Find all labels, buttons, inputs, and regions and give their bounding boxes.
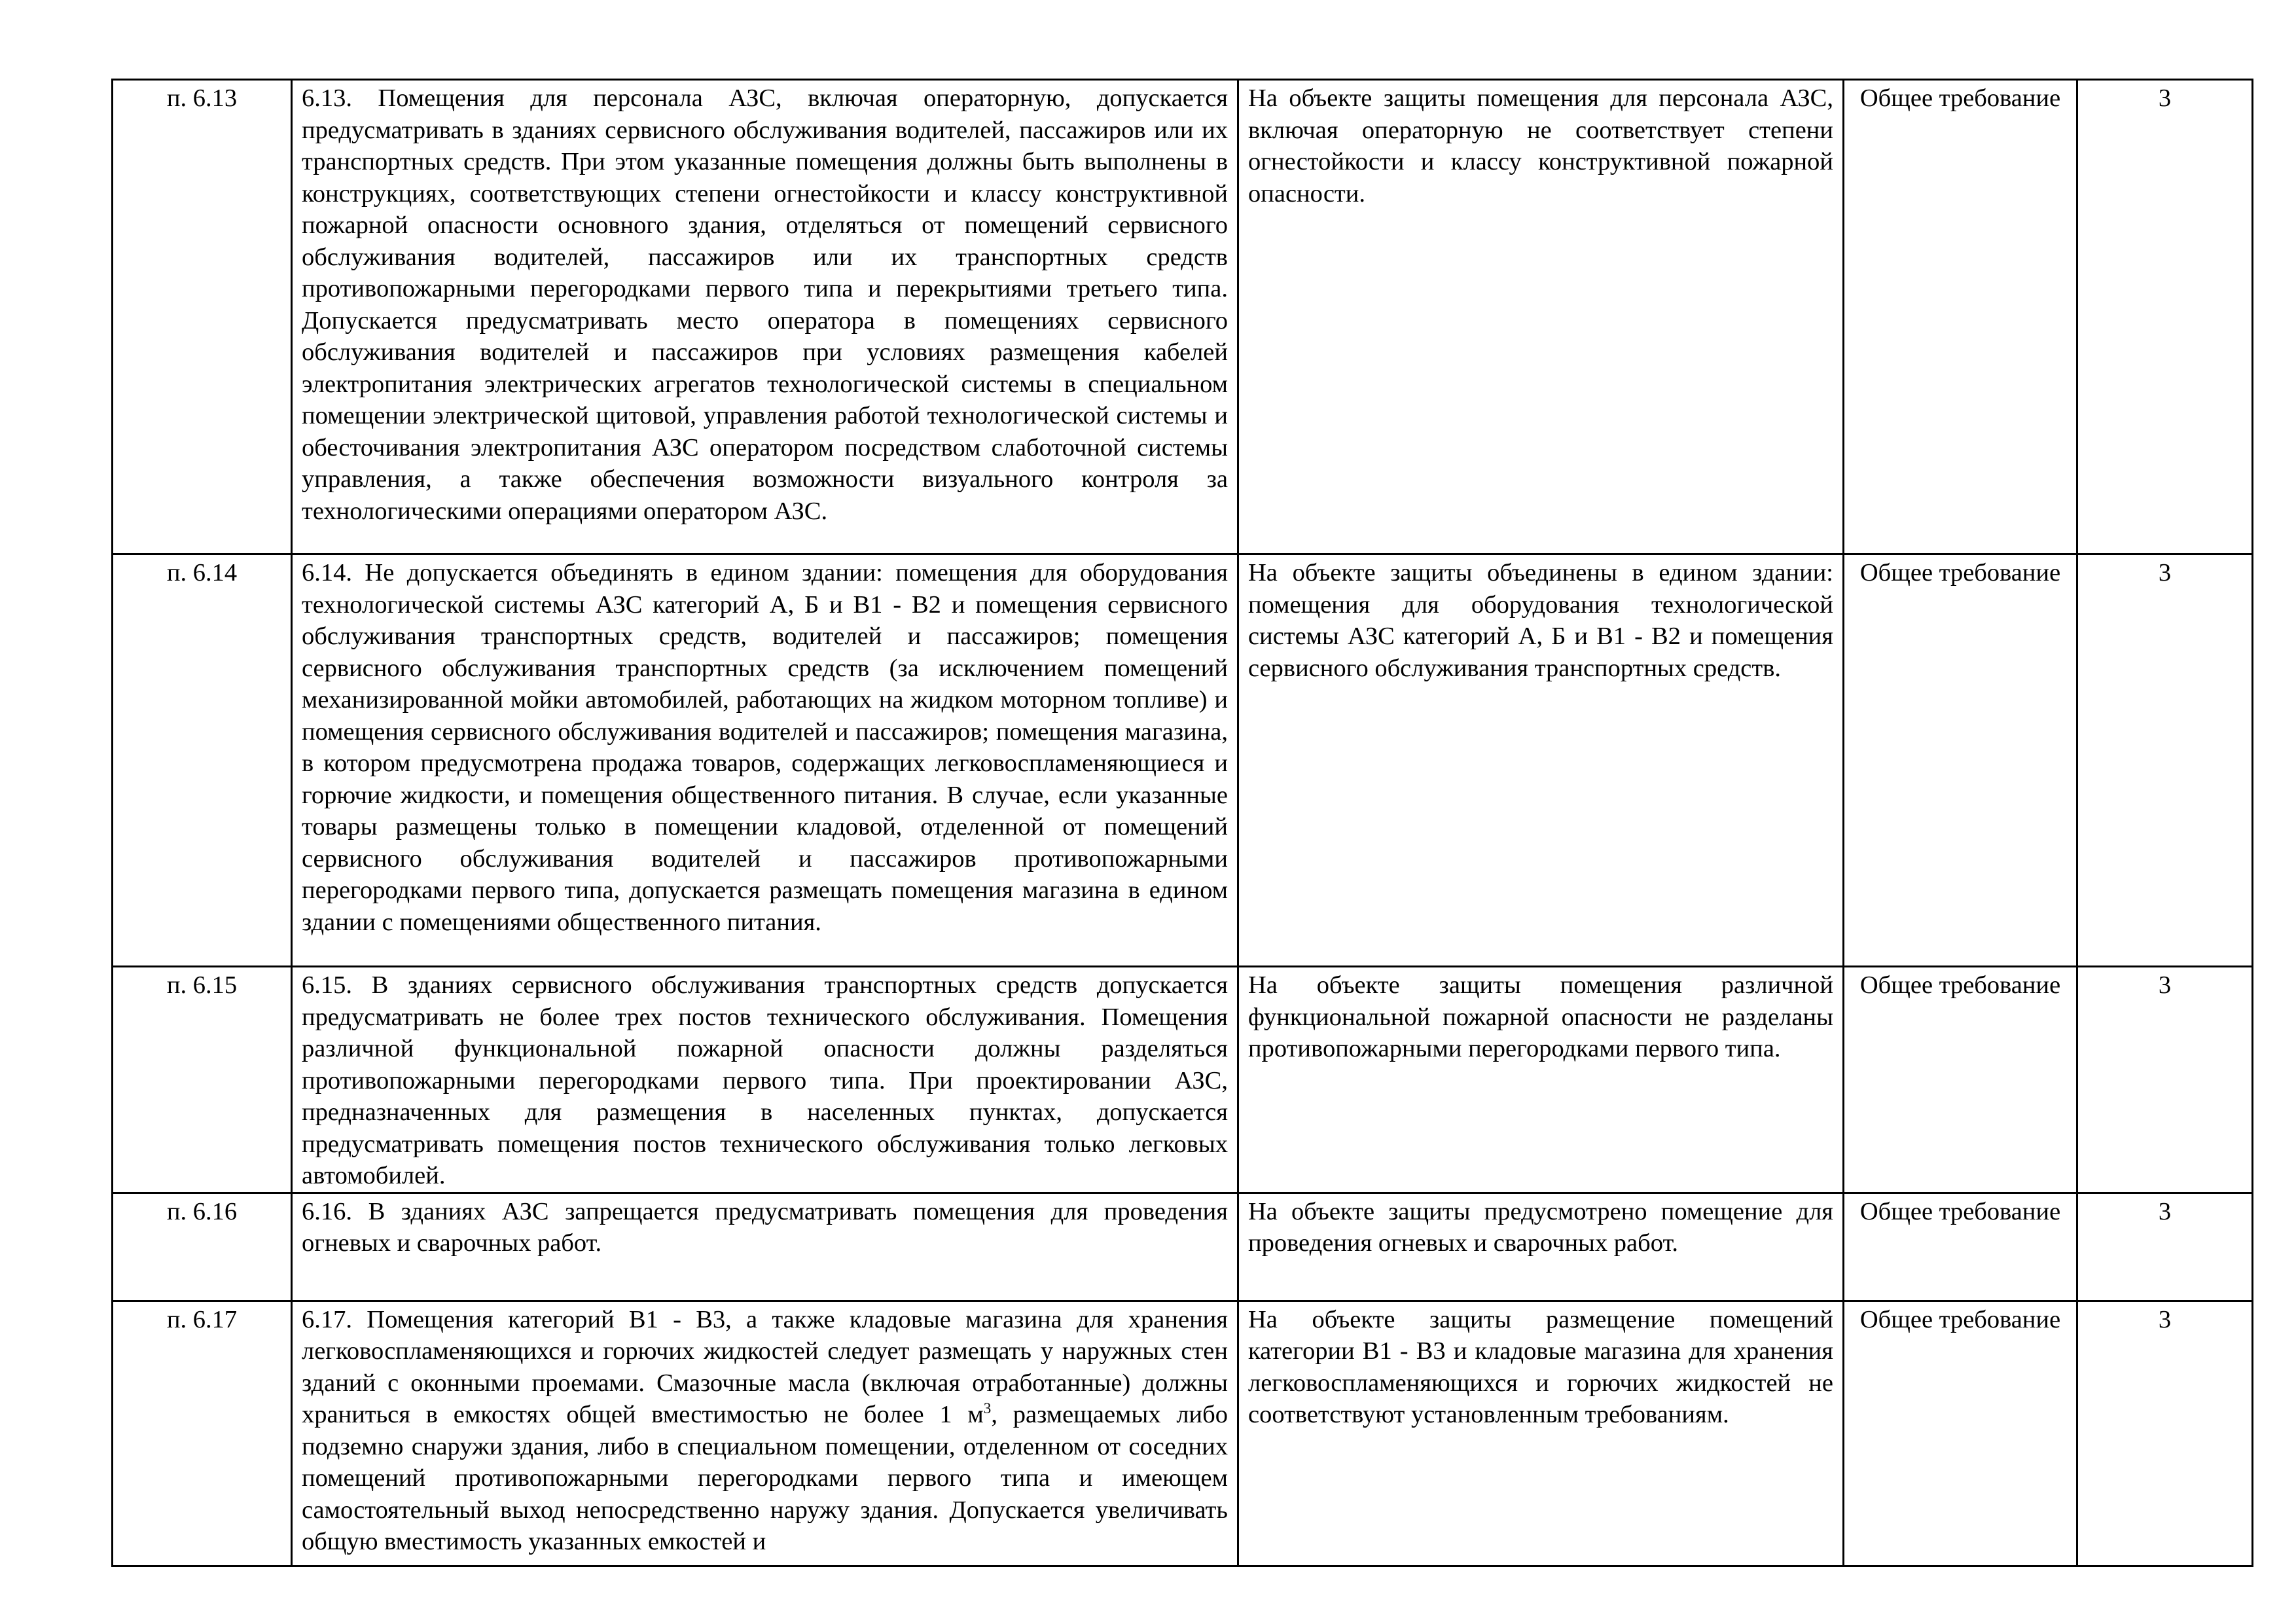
violation-cell: На объекте защиты помещения различной функциональной пожарной опасности не разделаны противопожарными перегородками первого типа. [1238, 967, 1844, 1193]
violation-cell: На объекте защиты предусмотрено помещение для проведения огневых и сварочных работ. [1238, 1193, 1844, 1301]
violation-cell: На объекте защиты объединены в едином здании: помещения для оборудования технологической системы АЗС категорий А, Б и В1 - В2 и помещения сервисного обслуживания транспортных средств. [1238, 554, 1844, 967]
count-cell: 3 [2077, 1193, 2253, 1301]
clause-ref-cell: п. 6.14 [113, 554, 292, 967]
requirement-kind-cell: Общее требование [1844, 1301, 2077, 1566]
requirement-kind-cell: Общее требование [1844, 554, 2077, 967]
requirement-text-cell: 6.15. В зданиях сервисного обслуживания транспортных средств допускается предусматривать не более трех постов технического обслуживания. Помещения различной функциональной пожарной опасности должны разделяться противопожарными перегородками первого типа. При проектировании АЗС, предназначенных для размещения в населенных пунктах, допускается предусматривать помещения постов технического обслуживания только легковых автомобилей. [292, 967, 1238, 1193]
requirement-text-part: , размещаемых либо подземно снаружи здания, либо в специальном помещении, отделенном от соседних помещений противопожарными перегородками первого типа и имеющем самостоятельный выход непосредственно наружу здания. Допускается увеличивать общую вместимость указанных емкостей и [302, 1401, 1228, 1555]
count-cell: 3 [2077, 80, 2253, 554]
requirement-text-cell: 6.13. Помещения для персонала АЗС, включая операторную, допускается предусматривать в зданиях сервисного обслуживания водителей, пассажиров или их транспортных средств. При этом указанные помещения должны быть выполнены в конструкциях, соответствующих степени огнестойкости и классу конструктивной пожарной опасности основного здания, отделяться от помещений сервисного обслуживания водителей, пассажиров или их транспортных средств противопожарными перегородками первого типа и перекрытиями третьего типа. Допускается предусматривать место оператора в помещениях сервисного обслуживания водителей и пассажиров при условиях размещения кабелей электропитания электрических агрегатов технологической системы в специальном помещении электрической щитовой, управления работой технологической системы и обесточивания электропитания АЗС оператором посредством слаботочной системы управления, а также обеспечения возможности визуального контроля за технологическими операциями оператором АЗС. [292, 80, 1238, 554]
table-row [113, 1193, 2253, 1301]
count-cell: 3 [2077, 967, 2253, 1193]
violation-cell: На объекте защиты размещение помещений категории В1 - В3 и кладовые магазина для хранения легковоспламеняющихся и горючих жидкостей не соответствуют установленным требованиям. [1238, 1301, 1844, 1566]
clause-ref-cell: п. 6.17 [113, 1301, 292, 1566]
requirement-text-part: 6.17. Помещения категорий В1 - В3, а также кладовые магазина для хранения легковоспламеняющихся и горючих жидкостей следует размещать у наружных стен зданий с оконными проемами. Смазочные масла (включая отработанные) должны храниться в емкостях общей вместимостью не более 1 м [302, 1305, 1228, 1428]
requirement-kind-cell: Общее требование [1844, 1193, 2077, 1301]
clause-ref-cell: п. 6.15 [113, 967, 292, 1193]
table-row [113, 1301, 2253, 1566]
requirement-text-cell [292, 1301, 1238, 1566]
requirement-kind-cell: Общее требование [1844, 80, 2077, 554]
clause-ref-cell: п. 6.16 [113, 1193, 292, 1301]
requirement-text-cell: 6.16. В зданиях АЗС запрещается предусматривать помещения для проведения огневых и сварочных работ. [292, 1193, 1238, 1301]
table-row [113, 80, 2253, 554]
document-sheet [111, 79, 2251, 1567]
requirement-kind-cell: Общее требование [1844, 967, 2077, 1193]
cubic-superscript: 3 [983, 1399, 992, 1417]
requirement-text-cell: 6.14. Не допускается объединять в едином здании: помещения для оборудования технологической системы АЗС категорий А, Б и В1 - В2 и помещения сервисного обслуживания транспортных средств, водителей и пассажиров; помещения сервисного обслуживания транспортных средств (за исключением помещений механизированной мойки автомобилей, работающих на жидком моторном топливе) и помещения сервисного обслуживания водителей и пассажиров; помещения магазина, в котором предусмотрена продажа товаров, содержащих легковоспламеняющиеся и горючие жидкости, и помещения общественного питания. В случае, если указанные товары размещены только в помещении кладовой, отделенной от помещений сервисного обслуживания водителей и пассажиров противопожарными перегородками первого типа, допускается размещать помещения магазина в едином здании с помещениями общественного питания. [292, 554, 1238, 967]
clause-ref-cell: п. 6.13 [113, 80, 292, 554]
requirements-table [111, 79, 2253, 1567]
table-row [113, 554, 2253, 967]
table-row [113, 967, 2253, 1193]
violation-cell: На объекте защиты помещения для персонала АЗС, включая операторную не соответствует степени огнестойкости и классу конструктивной пожарной опасности. [1238, 80, 1844, 554]
count-cell: 3 [2077, 554, 2253, 967]
count-cell: 3 [2077, 1301, 2253, 1566]
